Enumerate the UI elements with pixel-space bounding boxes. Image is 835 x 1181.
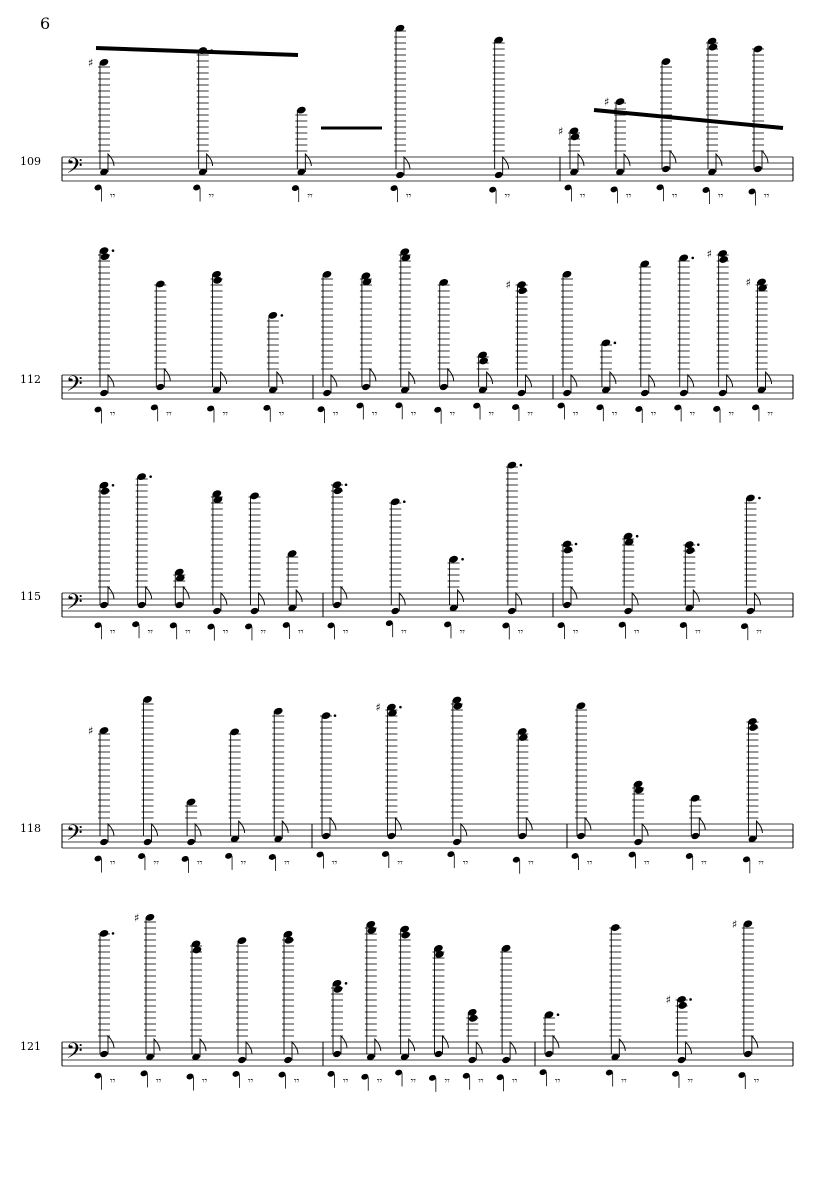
measure-number-121: 121 bbox=[20, 1040, 41, 1053]
bass-clef-icon: 𝄢 bbox=[66, 821, 83, 851]
flag-icon bbox=[370, 369, 376, 387]
sharp-icon: ♯ bbox=[88, 56, 94, 70]
note-head bbox=[494, 171, 504, 179]
rest-icon: 𝄾𝄾 bbox=[626, 191, 632, 202]
flag-icon bbox=[727, 375, 733, 393]
rest-icon: 𝄾𝄾 bbox=[294, 1076, 300, 1087]
note-head bbox=[156, 383, 166, 391]
sharp-icon: ♯ bbox=[558, 124, 564, 138]
note-head bbox=[434, 1050, 444, 1058]
rest-icon: 𝄾𝄾 bbox=[527, 409, 533, 420]
rest-icon: 𝄾𝄾 bbox=[222, 409, 228, 420]
note-head bbox=[544, 1050, 554, 1058]
flag-icon bbox=[259, 593, 265, 611]
rest-icon: 𝄾𝄾 bbox=[621, 1076, 627, 1087]
rest-icon: 𝄾𝄾 bbox=[695, 627, 701, 638]
flag-icon bbox=[399, 593, 405, 611]
sharp-icon: ♯ bbox=[665, 993, 671, 1007]
rest-icon: 𝄾𝄾 bbox=[260, 627, 266, 638]
flag-icon bbox=[341, 1036, 347, 1054]
rest-icon: 𝄾𝄾 bbox=[758, 858, 764, 869]
note-head bbox=[387, 832, 397, 840]
rest-icon: 𝄾𝄾 bbox=[248, 1076, 254, 1087]
note-head bbox=[467, 1056, 477, 1064]
rest-icon: 𝄾𝄾 bbox=[555, 1076, 561, 1087]
rest-icon: 𝄾𝄾 bbox=[504, 191, 510, 202]
dot bbox=[399, 706, 402, 709]
flag-icon bbox=[152, 824, 158, 842]
sharp-icon: ♯ bbox=[745, 275, 751, 289]
note-head bbox=[283, 1056, 293, 1064]
flag-icon bbox=[404, 157, 410, 175]
rest-icon: 𝄾𝄾 bbox=[756, 627, 762, 638]
flag-icon bbox=[476, 1042, 482, 1060]
flag-icon bbox=[526, 818, 532, 836]
rest-icon: 𝄾𝄾 bbox=[110, 409, 116, 420]
note-head bbox=[507, 607, 517, 615]
rest-icon: 𝄾𝄾 bbox=[153, 858, 159, 869]
dot bbox=[691, 257, 694, 260]
bass-clef-icon: 𝄢 bbox=[66, 590, 83, 620]
beam bbox=[96, 48, 298, 55]
note-head bbox=[661, 165, 671, 173]
flag-icon bbox=[516, 593, 522, 611]
note-head bbox=[640, 389, 650, 397]
note-head bbox=[212, 607, 222, 615]
rest-icon: 𝄾𝄾 bbox=[650, 409, 657, 420]
rest-icon: 𝄾𝄾 bbox=[166, 409, 172, 420]
measure-number-109: 109 bbox=[20, 155, 41, 168]
note-head bbox=[501, 1056, 511, 1064]
rest-icon: 𝄾𝄾 bbox=[718, 191, 724, 202]
rest-icon: 𝄾𝄾 bbox=[156, 1076, 162, 1087]
rest-icon: 𝄾𝄾 bbox=[110, 1076, 116, 1087]
flag-icon bbox=[571, 587, 577, 605]
note-head bbox=[746, 607, 756, 615]
rest-icon: 𝄾𝄾 bbox=[222, 627, 229, 638]
measure-number-115: 115 bbox=[20, 590, 41, 603]
sharp-icon: ♯ bbox=[375, 701, 381, 715]
flag-icon bbox=[526, 375, 532, 393]
flag-icon bbox=[221, 593, 227, 611]
note-head bbox=[332, 1050, 342, 1058]
rest-icon: 𝄾𝄾 bbox=[573, 409, 579, 420]
note-head bbox=[718, 389, 728, 397]
note-head bbox=[753, 165, 763, 173]
dot bbox=[636, 535, 639, 538]
bass-clef-icon: 𝄢 bbox=[66, 372, 83, 402]
bass-clef-icon: 𝄢 bbox=[66, 154, 83, 184]
rest-icon: 𝄾𝄾 bbox=[110, 627, 116, 638]
flag-icon bbox=[670, 151, 676, 169]
flag-icon bbox=[510, 1042, 516, 1060]
note-head bbox=[391, 607, 401, 615]
note-head bbox=[691, 832, 701, 840]
page-number: 6 bbox=[40, 14, 51, 33]
flag-icon bbox=[762, 151, 768, 169]
sharp-icon: ♯ bbox=[88, 724, 94, 738]
rest-icon: 𝄾𝄾 bbox=[197, 858, 203, 869]
flag-icon bbox=[195, 824, 201, 842]
note-head bbox=[743, 1050, 753, 1058]
flag-icon bbox=[448, 369, 454, 387]
rest-icon: 𝄾𝄾 bbox=[208, 191, 214, 202]
rest-icon: 𝄾𝄾 bbox=[110, 191, 116, 202]
flag-icon bbox=[461, 824, 467, 842]
rest-icon: 𝄾𝄾 bbox=[240, 858, 246, 869]
dot bbox=[557, 1013, 560, 1016]
sharp-icon: ♯ bbox=[134, 911, 140, 925]
flag-icon bbox=[688, 375, 694, 393]
dot bbox=[281, 314, 284, 317]
rest-icon: 𝄾𝄾 bbox=[767, 409, 773, 420]
dot bbox=[697, 543, 700, 546]
rest-icon: 𝄾𝄾 bbox=[611, 409, 618, 420]
note-head bbox=[677, 1056, 687, 1064]
flag-icon bbox=[108, 1036, 114, 1054]
flag-icon bbox=[649, 375, 655, 393]
note-head bbox=[361, 383, 371, 391]
bass-clef-icon: 𝄢 bbox=[66, 1039, 83, 1069]
flag-icon bbox=[246, 1042, 252, 1060]
rest-icon: 𝄾𝄾 bbox=[478, 1076, 484, 1087]
sharp-icon: ♯ bbox=[604, 95, 610, 109]
note-head bbox=[250, 607, 260, 615]
rest-icon: 𝄾𝄾 bbox=[397, 858, 403, 869]
flag-icon bbox=[292, 1042, 298, 1060]
note-head bbox=[623, 607, 633, 615]
dot bbox=[758, 497, 761, 500]
note-head bbox=[322, 389, 332, 397]
rest-icon: 𝄾𝄾 bbox=[488, 409, 494, 420]
rest-icon: 𝄾𝄾 bbox=[644, 858, 650, 869]
rest-icon: 𝄾𝄾 bbox=[701, 858, 707, 869]
dot bbox=[334, 714, 337, 717]
rest-icon: 𝄾𝄾 bbox=[410, 409, 417, 420]
note-head bbox=[562, 601, 572, 609]
rest-icon: 𝄾𝄾 bbox=[284, 858, 290, 869]
rest-icon: 𝄾𝄾 bbox=[672, 191, 678, 202]
note-head bbox=[99, 838, 109, 846]
rest-icon: 𝄾𝄾 bbox=[728, 409, 734, 420]
flag-icon bbox=[754, 593, 760, 611]
flag-icon bbox=[108, 587, 114, 605]
flag-icon bbox=[331, 375, 337, 393]
dot bbox=[112, 932, 115, 935]
rest-icon: 𝄾𝄾 bbox=[462, 858, 469, 869]
rest-icon: 𝄾𝄾 bbox=[185, 627, 191, 638]
rest-icon: 𝄾𝄾 bbox=[753, 1076, 760, 1087]
sharp-icon: ♯ bbox=[731, 917, 738, 931]
rest-icon: 𝄾𝄾 bbox=[449, 409, 456, 420]
dot bbox=[403, 500, 406, 503]
flag-icon bbox=[146, 587, 152, 605]
rest-icon: 𝄾𝄾 bbox=[764, 191, 770, 202]
rest-icon: 𝄾𝄾 bbox=[202, 1076, 208, 1087]
rest-icon: 𝄾𝄾 bbox=[689, 409, 696, 420]
rest-icon: 𝄾𝄾 bbox=[459, 627, 465, 638]
dot bbox=[112, 249, 115, 252]
dot bbox=[520, 464, 523, 467]
flag-icon bbox=[585, 818, 591, 836]
flag-icon bbox=[183, 587, 189, 605]
rest-icon: 𝄾𝄾 bbox=[376, 1076, 383, 1087]
flag-icon bbox=[699, 818, 705, 836]
sharp-icon: ♯ bbox=[706, 247, 712, 261]
measure-number-118: 118 bbox=[20, 822, 41, 835]
rest-icon: 𝄾𝄾 bbox=[634, 627, 640, 638]
note-head bbox=[186, 838, 196, 846]
note-head bbox=[633, 838, 643, 846]
rest-icon: 𝄾𝄾 bbox=[343, 1076, 349, 1087]
flag-icon bbox=[553, 1036, 559, 1054]
note-head bbox=[439, 383, 449, 391]
flag-icon bbox=[442, 1036, 448, 1054]
rest-icon: 𝄾𝄾 bbox=[517, 627, 524, 638]
rest-icon: 𝄾𝄾 bbox=[333, 409, 339, 420]
flag-icon bbox=[330, 818, 336, 836]
note-head bbox=[395, 171, 405, 179]
measure-number-112: 112 bbox=[20, 373, 41, 386]
note-head bbox=[99, 389, 109, 397]
dot bbox=[345, 982, 348, 985]
flag-icon bbox=[341, 587, 347, 605]
flag-icon bbox=[164, 369, 170, 387]
rest-icon: 𝄾𝄾 bbox=[512, 1076, 518, 1087]
dot bbox=[689, 998, 692, 1001]
note-head bbox=[174, 601, 184, 609]
dot bbox=[614, 342, 617, 345]
flag-icon bbox=[503, 157, 509, 175]
beam bbox=[594, 110, 783, 128]
dot bbox=[345, 483, 348, 486]
rest-icon: 𝄾𝄾 bbox=[401, 627, 407, 638]
note-head bbox=[576, 832, 586, 840]
flag-icon bbox=[395, 818, 401, 836]
rest-icon: 𝄾𝄾 bbox=[687, 1076, 693, 1087]
note-head bbox=[517, 389, 527, 397]
rest-icon: 𝄾𝄾 bbox=[573, 627, 579, 638]
flag-icon bbox=[642, 824, 648, 842]
note-head bbox=[332, 601, 342, 609]
dot bbox=[149, 475, 152, 478]
rest-icon: 𝄾𝄾 bbox=[528, 858, 534, 869]
rest-icon: 𝄾𝄾 bbox=[371, 409, 378, 420]
note-head bbox=[562, 389, 572, 397]
rest-icon: 𝄾𝄾 bbox=[406, 191, 412, 202]
note-head bbox=[452, 838, 462, 846]
rest-icon: 𝄾𝄾 bbox=[580, 191, 586, 202]
rest-icon: 𝄾𝄾 bbox=[343, 627, 349, 638]
flag-icon bbox=[632, 593, 638, 611]
note-head bbox=[518, 832, 528, 840]
note-head bbox=[679, 389, 689, 397]
flag-icon bbox=[108, 375, 114, 393]
flag-icon bbox=[571, 375, 577, 393]
dot bbox=[461, 558, 464, 561]
note-head bbox=[321, 832, 331, 840]
flag-icon bbox=[752, 1036, 758, 1054]
note-head bbox=[143, 838, 153, 846]
rest-icon: 𝄾𝄾 bbox=[332, 858, 338, 869]
dot bbox=[112, 484, 115, 487]
note-head bbox=[99, 601, 109, 609]
flag-icon bbox=[686, 1042, 692, 1060]
note-head bbox=[137, 601, 147, 609]
flag-icon bbox=[108, 824, 114, 842]
rest-icon: 𝄾𝄾 bbox=[110, 858, 116, 869]
dot bbox=[575, 543, 578, 546]
note-head bbox=[99, 1050, 109, 1058]
rest-icon: 𝄾𝄾 bbox=[444, 1076, 450, 1087]
rest-icon: 𝄾𝄾 bbox=[410, 1076, 416, 1087]
sharp-icon: ♯ bbox=[505, 278, 511, 292]
rest-icon: 𝄾𝄾 bbox=[278, 409, 285, 420]
rest-icon: 𝄾𝄾 bbox=[298, 627, 304, 638]
rest-icon: 𝄾𝄾 bbox=[147, 627, 153, 638]
note-head bbox=[237, 1056, 247, 1064]
rest-icon: 𝄾𝄾 bbox=[307, 191, 313, 202]
rest-icon: 𝄾𝄾 bbox=[587, 858, 593, 869]
